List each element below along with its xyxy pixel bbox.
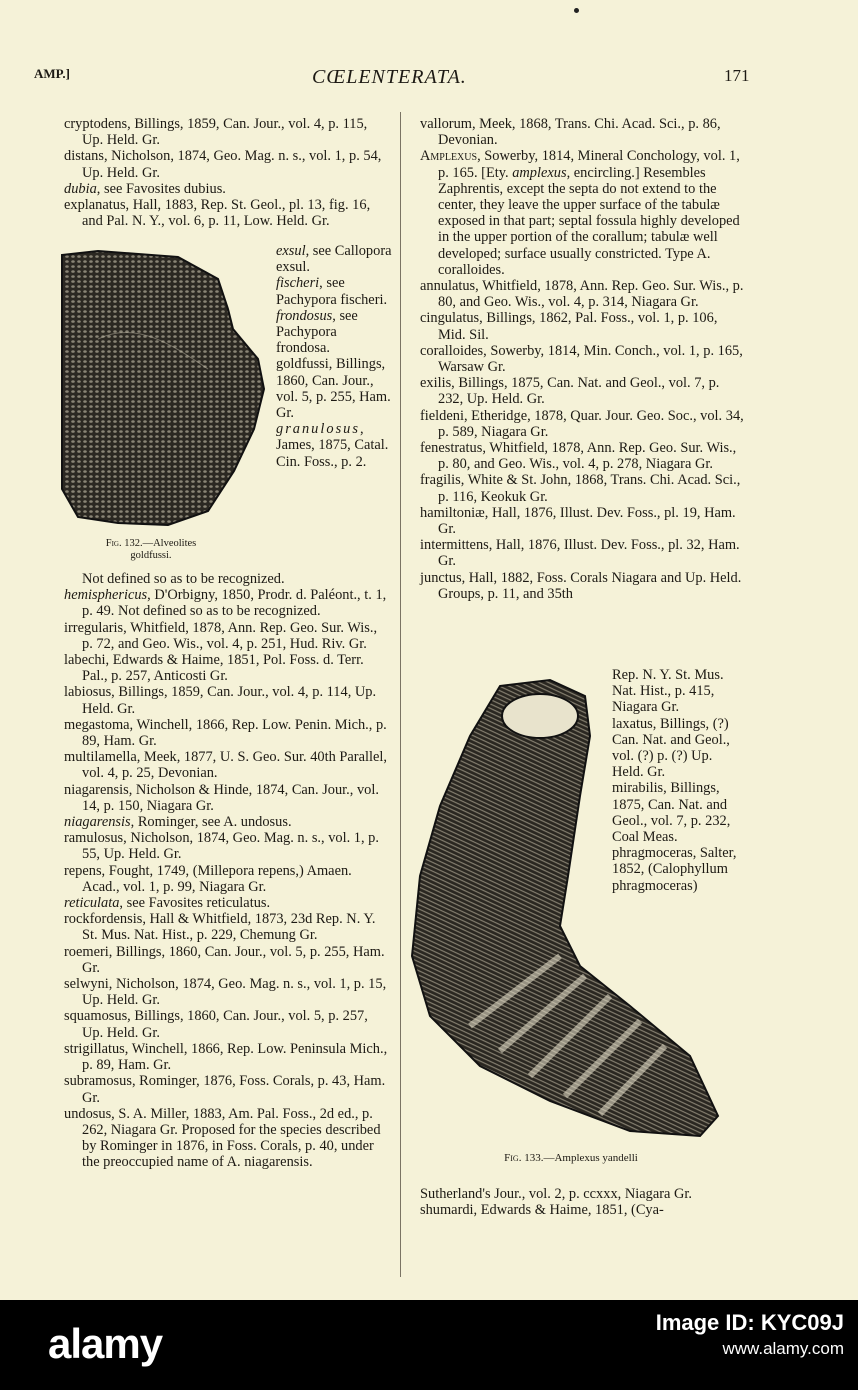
entry: squamosus, Billings, 1860, Can. Jour., vol. 5, p. 257, Up. Held. Gr. [64,1008,368,1041]
page-number: 171 [724,66,750,85]
entry-text: , see Favosites dubius. [96,180,226,197]
entry: junctus, Hall, 1882, Foss. Corals Niagara and Up. Held. Groups, p. 11, and 35th [420,569,742,602]
left-column-top [64,116,390,229]
entry: Not defined so as to be recognized. [82,571,285,587]
entry: explanatus, Hall, 1883, Rep. St. Geol., pl. 13, fig. 16, and Pal. N. Y., vol. 6, p. 11, Low. Held. Gr. [64,197,371,230]
narrow-column-fig133 [612,667,746,894]
entry: cingulatus, Billings, 1862, Pal. Foss., vol. 1, p. 106, Mid. Sil. [420,310,718,343]
entry: coralloides, Sowerby, 1814, Min. Conch., vol. 1, p. 165, Warsaw Gr. [420,342,743,376]
narrow-entry: goldfussi, Billings, 1860, Can. Jour., vol. 5, p. 255, Ham. Gr. [276,356,391,422]
entry: fenestratus, Whitfield, 1878, Ann. Rep. Geo. Sur. Wis., p. 80, and Geo. Wis., vol. 4, p. 278, Niagara Gr. [420,440,737,473]
entry: niagarensis, Rominger, see A. undosus. [64,814,292,831]
entry: Sutherland's Jour., vol. 2, p. ccxxx, Niagara Gr. [420,1186,692,1202]
coral-illustration [58,249,270,529]
entry: rockfordensis, Hall & Whitfield, 1873, 23d Rep. N. Y. St. Mus. Nat. Hist., p. 229, Chemung Gr. [64,911,376,944]
entry: annulatus, Whitfield, 1878, Ann. Rep. Geo. Sur. Wis., p. 80, and Geo. Wis., vol. 4, p. 314, Niagara Gr. [420,278,744,311]
entry: ramulosus, Nicholson, 1874, Geo. Mag. n. s., vol. 1, p. 55, Up. Held. Gr. [64,830,379,863]
narrow-entry: exsul, see Callopora exsul. [276,243,392,276]
watermark-banner [0,1300,858,1390]
entry: undosus, S. A. Miller, 1883, Am. Pal. Foss., 2d ed., p. 262, Niagara Gr. Proposed for the species described by Rominger in 1876, in Foss. Corals, p. 40, under the preoccupied name of A. niagarensis. [64,1105,381,1171]
page-speck [574,8,579,13]
entry: Amplexus, Sowerby, 1814, Mineral Conchology, vol. 1, p. 165. [Ety. amplexus, encircling.] Resembles Zaphrentis, except the septa do not extend to the center, they leave the upper surface of the tabulæ exposed in that part; septal fossula highly developed in the upper portion of the corallum; tabulæ well developed; surface usually constricted. Type A. coralloides. [420,148,740,278]
entry: exilis, Billings, 1875, Can. Nat. and Geol., vol. 7, p. 232, Up. Held. Gr. [420,375,720,408]
entry: vallorum, Meek, 1868, Trans. Chi. Acad. Sci., p. 86, Devonian. [420,116,721,149]
entry: multilamella, Meek, 1877, U. S. Geo. Sur. 40th Parallel, vol. 4, p. 25, Devonian. [64,749,387,782]
entry: roemeri, Billings, 1860, Can. Jour., vol. 5, p. 255, Ham. Gr. [64,943,385,976]
entry: cryptodens, Billings, 1859, Can. Jour., vol. 4, p. 115, Up. Held. Gr. [64,116,368,149]
running-head-left: AMP.] [34,66,70,81]
narrow-entry: Rep. N. Y. St. Mus. Nat. Hist., p. 415, Niagara Gr. [612,667,724,716]
entry: shumardi, Edwards & Haime, 1851, (Cya- [420,1202,664,1219]
entry: fieldeni, Etheridge, 1878, Quar. Jour. Geo. Soc., vol. 34, p. 589, Niagara Gr. [420,407,744,440]
right-column-top [420,116,748,602]
entry: irregularis, Whitfield, 1878, Ann. Rep. Geo. Sur. Wis., p. 72, and Geo. Wis., vol. 4, p. 251, Hud. Riv. Gr. [64,619,378,652]
figure-133-caption: Fig. 133.—Amplexus yandelli [504,1152,638,1164]
entry: hamiltoniæ, Hall, 1876, Illust. Dev. Foss., pl. 19, Ham. Gr. [420,504,736,538]
left-column-bottom [64,571,390,1171]
entry: labiosus, Billings, 1859, Can. Jour., vol. 4, p. 114, Up. Held. Gr. [64,684,377,717]
entry: niagarensis, Nicholson & Hinde, 1874, Can. Jour., vol. 14, p. 150, Niagara Gr. [64,781,379,814]
entry: repens, Fought, 1749, (Millepora repens,) Amaen. Acad., vol. 1, p. 99, Niagara Gr. [64,862,352,895]
entry: subramosus, Rominger, 1876, Foss. Corals, p. 43, Ham. Gr. [64,1073,386,1106]
entry: hemisphericus, D'Orbigny, 1850, Prodr. d. Paléont., t. 1, p. 49. Not defined so as to be recognized. [64,587,387,620]
entry [64,181,390,197]
entry-name-italic: dubia [64,180,97,197]
narrow-entry: fischeri, see Pachypora fischeri. [276,275,388,308]
right-column-bottom [420,1186,748,1218]
entry: labechi, Edwards & Haime, 1851, Pol. Foss. d. Terr. Pal., p. 257, Anticosti Gr. [64,652,364,685]
entry: megastoma, Winchell, 1866, Rep. Low. Penin. Mich., p. 89, Ham. Gr. [64,716,387,750]
image-reference: Image ID: KYC09J www.alamy.com [655,1310,844,1358]
entry: distans, Nicholson, 1874, Geo. Mag. n. s., vol. 1, p. 54, Up. Held. Gr. [64,148,382,181]
entry: strigillatus, Winchell, 1866, Rep. Low. Peninsula Mich., p. 89, Ham. Gr. [64,1040,388,1074]
figure-132-alveolites [58,249,270,529]
entry: selwyni, Nicholson, 1874, Geo. Mag. n. s., vol. 1, p. 15, Up. Held. Gr. [64,976,387,1009]
narrow-column-fig132 [276,243,392,470]
figure-132-caption: Fig. 132.—Alveolites goldfussi. [105,538,197,561]
running-head-title: CŒLENTERATA. [312,66,467,88]
narrow-entry: granulosus, James, 1875, Catal. Cin. Foss., p. 2. [276,421,389,470]
entry: intermittens, Hall, 1876, Illust. Dev. Foss., pl. 32, Ham. Gr. [420,537,740,570]
narrow-entry: laxatus, Billings, (?) Can. Nat. and Geol., vol. (?) p. (?) Up. Held. Gr. [612,715,730,781]
entry: fragilis, White & St. John, 1868, Trans. Chi. Acad. Sci., p. 116, Keokuk Gr. [420,472,741,505]
narrow-entry: frondosus, see Pachypora frondosa. [276,307,358,357]
narrow-entry: phragmoceras, Salter, 1852, (Calophyllum phragmoceras) [612,845,737,894]
narrow-entry: mirabilis, Billings, 1875, Can. Nat. and Geol., vol. 7, p. 232, Coal Meas. [612,780,731,846]
alamy-logo: alamy [48,1320,163,1367]
entry: reticulata, see Favosites reticulatus. [64,895,271,912]
